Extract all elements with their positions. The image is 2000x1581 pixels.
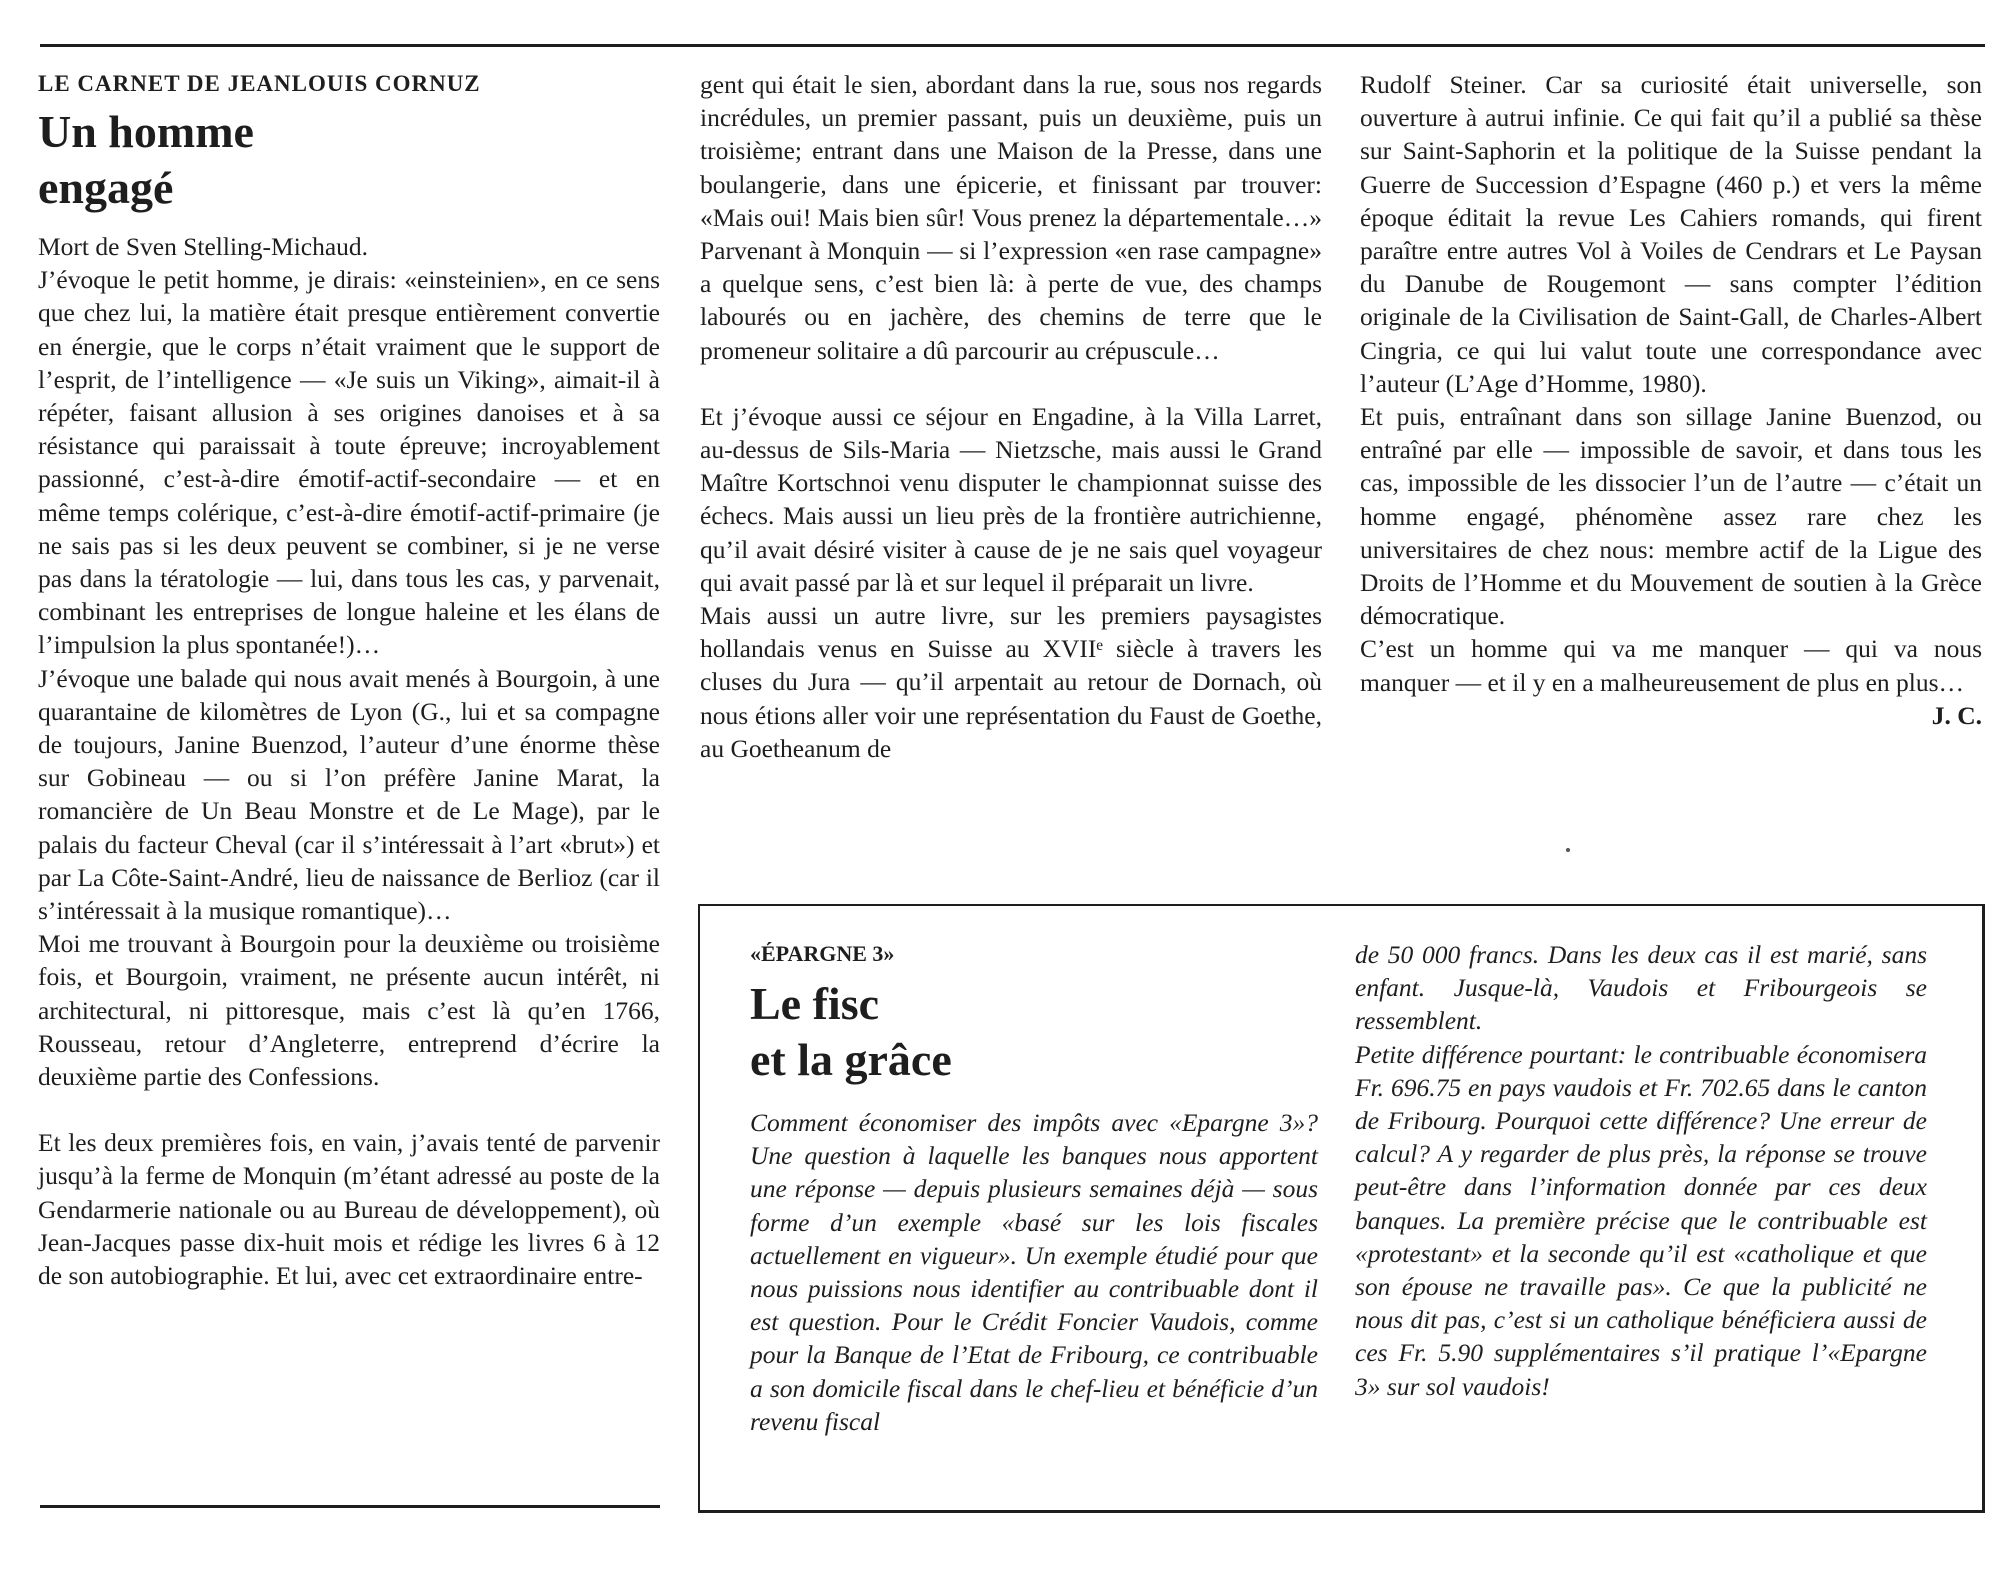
paragraph: J’évoque une balade qui nous avait menés à Bourgoin, à une quarantaine de kilomètres de Lyon (G., lui et sa compagne de toujours, Janine Buenzod, l’auteur d’une énorme thèse sur Gobineau — ou si l’on préfère Janine Marat, la romancière de Un Beau Monstre et de Le Mage), par le palais du facteur Cheval (car il s’intéressait à l’art «brut») et par La Côte-Saint-André, lieu de naissance de Berlioz (car il s’intéressait à la musique romantique)… xyxy=(38,663,660,926)
box-lead-paragraph: Comment économiser des impôts avec «Epargne 3»? Une question à laquelle les banques nous apportent une réponse — depuis plusieurs semaines déjà — sous forme d’un exemple «basé sur les lois fiscales actuellement en vigueur». Un exemple étudié pour que nous puissions nous identifier au contribuable dont il est question. Pour le Crédit Foncier Vaudois, comme pour la Banque de l’Etat de Fribourg, ce contribuable a son domicile fiscal dans le chef-lieu et bénéficie d’un revenu fiscal xyxy=(750,1108,1318,1436)
article-title xyxy=(38,104,660,216)
print-speck xyxy=(1566,848,1570,852)
sidebar-box xyxy=(698,904,1985,1513)
box-column-right xyxy=(1355,938,1927,1403)
box-title xyxy=(750,976,1318,1088)
box-title-line-2: et la grâce xyxy=(750,1034,952,1085)
paragraph: J’évoque le petit homme, je dirais: «einsteinien», en ce sens que chez lui, la matière était presque entièrement convertie en énergie, que le corps n’était vraiment que le support de l’esprit, de l’intelligence — «Je suis un Viking», aimait-il à répéter, faisant allusion à ses origines danoises et à sa résistance qui paraissait à toute épreuve; incroyablement passionné, c’est-à-dire émotif-actif-secondaire — et en même temps colérique, c’est-à-dire émotif-actif-primaire (je ne sais pas si les deux peuvent se combiner, si je ne verse pas dans la tératologie — lui, dans tous les cas, y parvenait, combinant les entreprises de longue haleine et les élans de l’impulsion la plus spontanée!)… xyxy=(38,265,660,660)
paragraph: Petite différence pourtant: le contribuable économisera Fr. 696.75 en pays vaudois et Fr. 702.65 dans le canton de Fribourg. Pourquoi cette différence? Une erreur de calcul? A y regarder de plus près, la réponse se trouve peut-être dans l’information donnée par ces deux banques. La première précise que le contribuable est «protestant» et la seconde qu’il est «catholique et que son épouse ne travaille pas». Ce que la publicité ne nous dit pas, c’est si un catholique bénéficiera aussi de ces Fr. 5.90 supplémentaires s’il pratique l’«Epargne 3» sur sol vaudois! xyxy=(1355,1039,1927,1401)
paragraph: C’est un homme qui va me manquer — qui va nous manquer — et il y en a malheureusement de plus en plus… xyxy=(1360,634,1982,697)
author-signature: J. C. xyxy=(1931,700,1982,730)
article-column-3 xyxy=(1360,68,1982,732)
paragraph: Mort de Sven Stelling-Michaud. xyxy=(38,232,369,261)
paragraph: Et puis, entraînant dans son sillage Janine Buenzod, ou entraîné par elle — impossible de savoir, et dans tous les cas, impossible de les dissocier l’un de l’autre — c’était un homme engagé, phénomène assez rare chez les universitaires de chez nous: membre actif de la Ligue des Droits de l’Homme et du Mouvement de soutien à la Grèce démocratique. xyxy=(1360,402,1982,631)
paragraph: Moi me trouvant à Bourgoin pour la deuxième ou troisième fois, et Bourgoin, vraiment, ne présente aucun intérêt, ni architectural, ni pittoresque, mais c’est là qu’en 1766, Rousseau, retour d’Angleterre, entreprend d’écrire la deuxième partie des Confessions. xyxy=(38,929,660,1092)
article-column-1 xyxy=(38,68,660,1292)
article-title-line-1: Un homme xyxy=(38,106,254,157)
paragraph: Et j’évoque aussi ce séjour en Engadine, à la Villa Larret, au-dessus de Sils-Maria — Nietzsche, mais aussi le Grand Maître Kortschnoi venu disputer le championnat suisse des échecs. Mais aussi un lieu près de la frontière autrichienne, qu’il avait désiré visiter à cause de je ne sais quel voyageur qui avait passé par là et sur lequel il préparait un livre. xyxy=(700,401,1322,597)
article-title-line-2: engagé xyxy=(38,162,174,213)
paragraph: Rudolf Steiner. Car sa curiosité était universelle, son ouverture à autrui infinie. Ce qui fait qu’il a publié sa thèse sur Saint-Saphorin et la politique de la Suisse pendant la Guerre de Succession d’Espagne (460 p.) et vers la même époque éditait la revue Les Cahiers romands, qui firent paraître entre autres Vol à Voiles de Cendrars et Le Paysan du Danube de Rougemont — sans compter l’édition originale de la Civilisation de Saint-Gall, de Charles-Albert Cingria, ce qui lui valut toute une correspondance avec l’auteur (L’Age d’Homme, 1980). xyxy=(1360,70,1982,398)
paragraph: Mais aussi un autre livre, sur les premiers paysagistes hollandais venus en Suisse au XVIIᵉ siècle à travers les cluses du Jura — qu’il arpentait au retour de Dornach, où nous étions aller voir une représentation du Faust de Goethe, au Goetheanum de xyxy=(700,601,1322,763)
box-title-line-1: Le fisc xyxy=(750,978,880,1029)
paragraph: Et les deux premières fois, en vain, j’avais tenté de parvenir jusqu’à la ferme de Monquin (m’étant adressé au poste de la Gendarmerie nationale ou au Bureau de développement), où Jean-Jacques passe dix-huit mois et rédige les livres 6 à 12 de son autobiographie. Et lui, avec cet extraordinaire entre- xyxy=(38,1128,660,1291)
paragraph: de 50 000 francs. Dans les deux cas il est marié, sans enfant. Jusque-là, Vaudois et Fribourgeois se ressemblent. xyxy=(1355,940,1927,1036)
article-column-2 xyxy=(700,68,1322,765)
paragraph: gent qui était le sien, abordant dans la rue, sous nos regards incrédules, un premier passant, puis un deuxième, puis un troisième; entrant dans une Maison de la Presse, dans une boulangerie, dans une épicerie, et finissant par trouver: «Mais oui! Mais bien sûr! Vous prenez la départementale…» Parvenant à Monquin — si l’expression «en rase campagne» a quelque sens, c’est bien là: à perte de vue, des champs labourés ou en jachère, des chemins de terre que le promeneur solitaire a dû parcourir au crépuscule… xyxy=(700,70,1322,365)
box-column-left xyxy=(750,938,1318,1438)
box-kicker: «ÉPARGNE 3» xyxy=(750,941,895,966)
column-kicker: LE CARNET DE JEANLOUIS CORNUZ xyxy=(38,71,481,96)
top-rule xyxy=(40,44,1985,47)
bottom-rule xyxy=(40,1505,660,1508)
